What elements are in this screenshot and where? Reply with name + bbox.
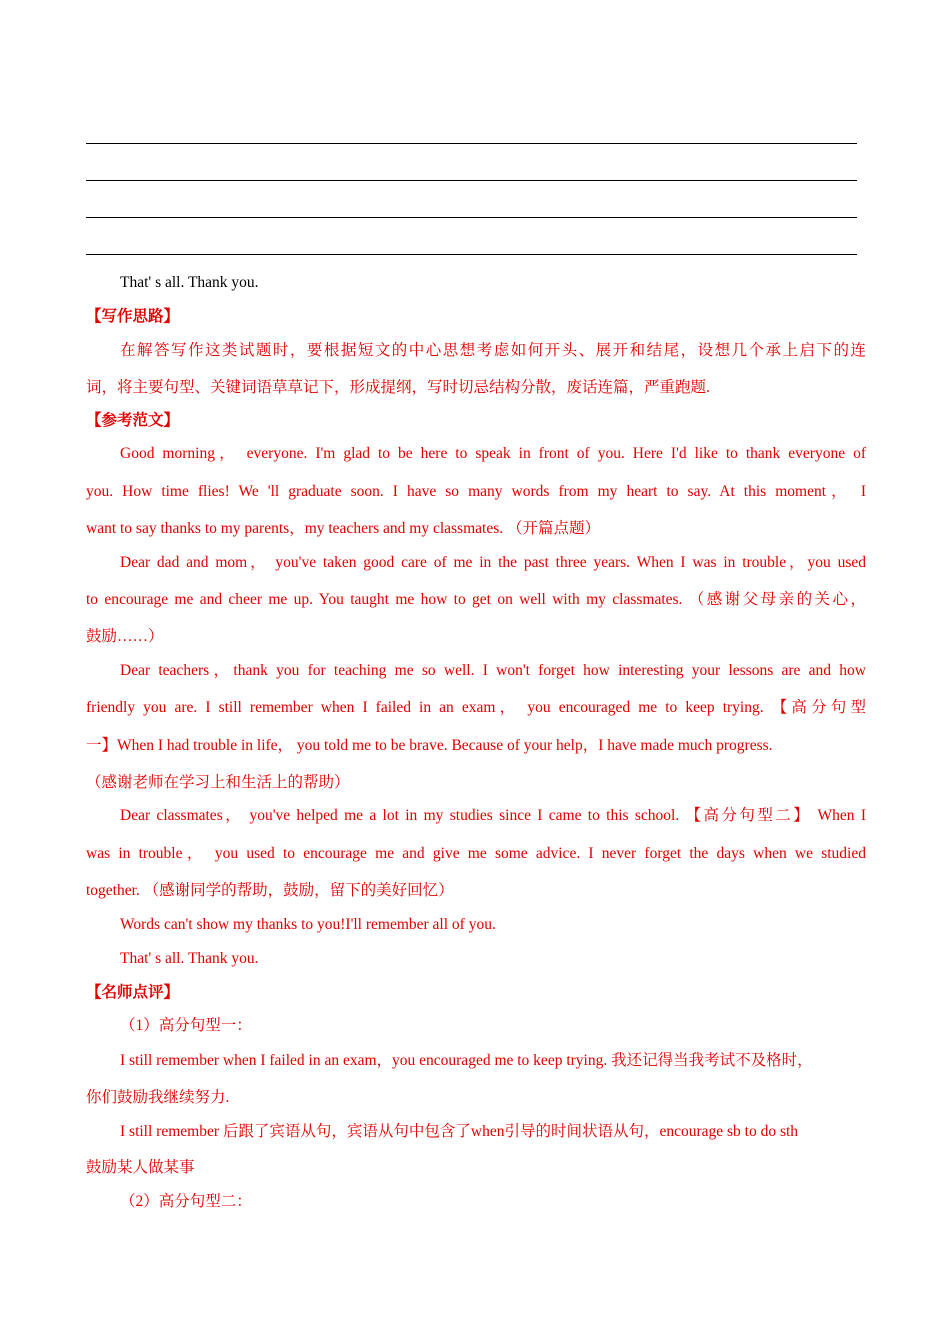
- sample-essay-line: 一】When I had trouble in life， you told me to be brave. Because of your help，I have made much progress.: [86, 737, 773, 754]
- teacher-comment-line: 你们鼓励我继续努力.: [86, 1089, 230, 1106]
- blank-answer-line: [86, 254, 857, 255]
- teacher-comment-line: I still remember 后跟了宾语从句，宾语从句中包含了when引导的时间状语从句，encourage sb to do sth: [120, 1123, 799, 1140]
- sample-essay-line: 鼓励……）: [86, 628, 164, 645]
- teacher-comment-line: I still remember when I failed in an exam，you encouraged me to keep trying. 我还记得当我考试不及格时，: [120, 1052, 813, 1069]
- sample-essay-line: Good morning， everyone. I'm glad to be here to speak in front of you. Here I'd like to thank everyone of: [120, 445, 866, 462]
- sample-essay-heading: 【参考范文】: [86, 412, 180, 429]
- blank-answer-line: [86, 180, 857, 181]
- teacher-comment-line: （2）高分句型二：: [120, 1193, 252, 1210]
- closing-line: That' s all. Thank you.: [120, 274, 259, 291]
- sample-essay-line: want to say thanks to my parents，my teachers and my classmates. （开篇点题）: [86, 520, 600, 537]
- writing-idea-line: 在解答写作这类试题时，要根据短文的中心思想考虑如何开头、展开和结尾，设想几个承上启下的连: [120, 342, 866, 359]
- sample-essay-line: together. （感谢同学的帮助，鼓励，留下的美好回忆）: [86, 882, 454, 899]
- sample-essay-line: friendly you are. I still remember when I failed in an exam， you encouraged me to keep trying. 【高分句型: [86, 699, 866, 716]
- teacher-comment-heading: 【名师点评】: [86, 984, 180, 1001]
- sample-essay-line: That' s all. Thank you.: [120, 950, 259, 967]
- writing-idea-line: 词，将主要句型、关键词语草草记下，形成提纲，写时切忌结构分散，废话连篇，严重跑题.: [86, 379, 710, 396]
- sample-essay-line: Dear dad and mom， you've taken good care of me in the past three years. When I was in trouble，you used: [120, 554, 866, 571]
- sample-essay-line: Words can't show my thanks to you!I'll remember all of you.: [120, 916, 496, 933]
- blank-answer-line: [86, 217, 857, 218]
- teacher-comment-line: 鼓励某人做某事: [86, 1159, 195, 1176]
- sample-essay-line: Dear classmates， you've helped me a lot in my studies since I came to this school. 【高分句型二】 When I: [120, 807, 866, 824]
- writing-idea-heading: 【写作思路】: [86, 308, 180, 325]
- sample-essay-line: was in trouble， you used to encourage me and give me some advice. I never forget the days when we studied: [86, 845, 866, 862]
- sample-essay-line: to encourage me and cheer me up. You taught me how to get on well with my classmates. （感谢父母亲的关心，: [86, 591, 866, 608]
- sample-essay-line: you. How time flies! We 'll graduate soon. I have so many words from my heart to say. At this moment， I: [86, 483, 866, 500]
- teacher-comment-line: （1）高分句型一：: [120, 1017, 252, 1034]
- blank-answer-line: [86, 143, 857, 144]
- sample-essay-line: Dear teachers，thank you for teaching me so well. I won't forget how interesting your lessons are and how: [120, 662, 866, 679]
- sample-essay-line: （感谢老师在学习上和生活上的帮助）: [86, 774, 350, 791]
